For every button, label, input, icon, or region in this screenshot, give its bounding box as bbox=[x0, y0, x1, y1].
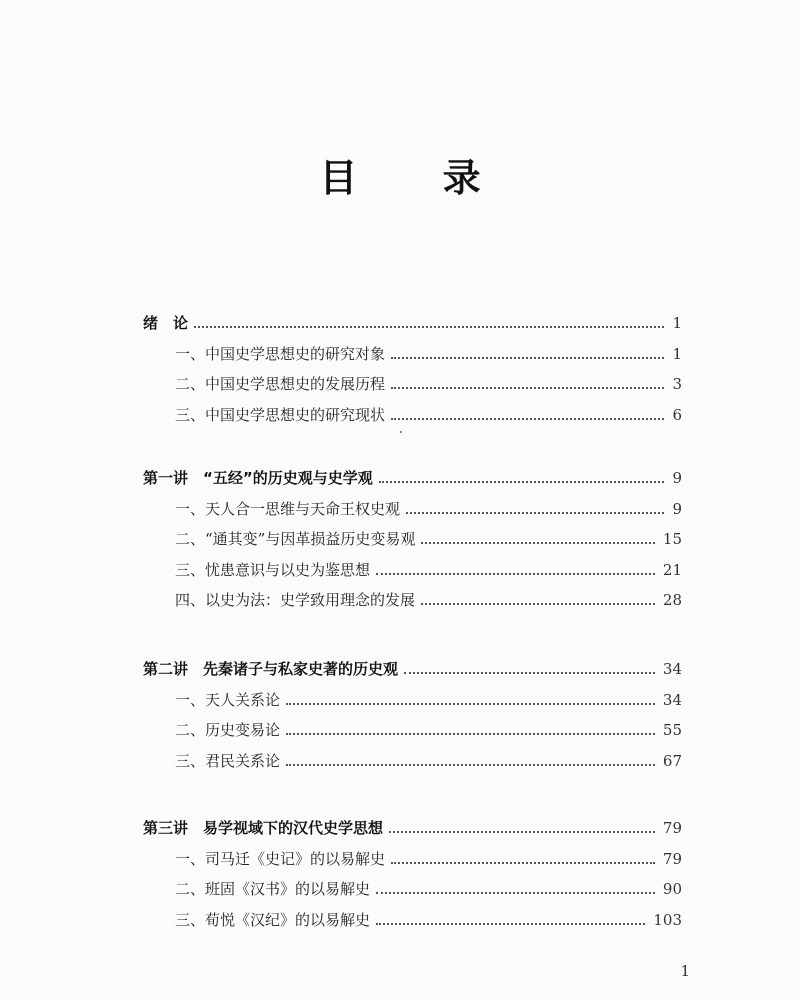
dot-leader bbox=[194, 326, 664, 328]
toc-item-title: 二、班固《汉书》的以易解史 bbox=[175, 880, 371, 898]
toc-item-row[interactable] bbox=[0, 557, 800, 583]
dot-leader bbox=[376, 573, 655, 575]
toc-page-number: 9 bbox=[672, 469, 682, 487]
toc-chapter-row[interactable] bbox=[0, 815, 800, 841]
toc-page-number: 67 bbox=[662, 751, 682, 770]
toc-item-row[interactable] bbox=[0, 748, 800, 774]
toc-item-row[interactable] bbox=[0, 587, 800, 613]
toc-item-row[interactable] bbox=[0, 402, 800, 428]
dot-leader bbox=[286, 703, 655, 705]
toc-item-title: 二、“通其变”与因革损益历史变易观 bbox=[175, 530, 416, 548]
toc-page-number: 1 bbox=[672, 314, 682, 332]
dot-leader bbox=[404, 672, 655, 674]
toc-chapter-row[interactable] bbox=[0, 465, 800, 491]
dot-leader bbox=[391, 387, 664, 389]
toc-item-title: 四、以史为法：史学致用理念的发展 bbox=[175, 591, 416, 609]
dot-leader bbox=[286, 733, 655, 735]
toc-chapter-row[interactable] bbox=[0, 656, 800, 682]
toc-page-number: 9 bbox=[672, 499, 682, 518]
toc-page-number: 28 bbox=[662, 591, 682, 609]
toc-page-number: 55 bbox=[662, 721, 682, 739]
toc-item-title: 三、荀悦《汉纪》的以易解史 bbox=[175, 910, 371, 929]
toc-chapter-title: 绪 论 bbox=[143, 314, 189, 332]
dot-leader bbox=[376, 892, 655, 894]
toc-page-number: 34 bbox=[662, 660, 682, 678]
toc-page-number: 15 bbox=[662, 530, 682, 548]
toc-item-row[interactable] bbox=[0, 341, 800, 367]
dot-leader bbox=[389, 831, 655, 833]
page-title: 目 录 bbox=[319, 156, 517, 200]
toc-item-row[interactable] bbox=[0, 496, 800, 522]
page-number-footer: 1 bbox=[680, 962, 690, 980]
toc-page-number: 103 bbox=[653, 910, 682, 929]
toc-item-row[interactable] bbox=[0, 846, 800, 872]
dot-leader bbox=[391, 862, 655, 864]
toc-item-title: 一、天人合一思维与天命王权史观 bbox=[175, 499, 401, 518]
toc-item-title: 一、中国史学思想史的研究对象 bbox=[175, 344, 386, 363]
toc-page-number: 79 bbox=[662, 819, 682, 837]
toc-page-number: 1 bbox=[672, 344, 682, 363]
dot-leader bbox=[391, 418, 664, 420]
toc-item-title: 三、中国史学思想史的研究现状 bbox=[175, 405, 386, 424]
toc-chapter-title: 第二讲 先秦诸子与私家史著的历史观 bbox=[143, 660, 399, 678]
dot-leader bbox=[376, 923, 645, 925]
dot-leader bbox=[286, 764, 655, 766]
toc-item-title: 二、中国史学思想史的发展历程 bbox=[175, 375, 386, 393]
toc-item-row[interactable] bbox=[0, 907, 800, 933]
toc-item-row[interactable] bbox=[0, 717, 800, 743]
toc-page-number: 90 bbox=[662, 880, 682, 898]
toc-item-row[interactable] bbox=[0, 526, 800, 552]
toc-item-title: 二、历史变易论 bbox=[175, 721, 281, 739]
toc-item-row[interactable] bbox=[0, 876, 800, 902]
toc-item-row[interactable] bbox=[0, 371, 800, 397]
toc-item-row[interactable] bbox=[0, 687, 800, 713]
toc-page-number: 6 bbox=[672, 405, 682, 424]
toc-chapter-title: 第一讲 “五经”的历史观与史学观 bbox=[143, 469, 373, 487]
dot-leader bbox=[406, 512, 664, 514]
toc-item-title: 三、忧患意识与以史为鉴思想 bbox=[175, 560, 371, 579]
toc-item-title: 一、天人关系论 bbox=[175, 690, 281, 709]
toc-page-number: 79 bbox=[662, 849, 682, 868]
toc-page-number: 21 bbox=[662, 560, 682, 579]
toc-item-title: 一、司马迁《史记》的以易解史 bbox=[175, 849, 386, 868]
toc-chapter-title: 第三讲 易学视域下的汉代史学思想 bbox=[143, 819, 384, 837]
dot-leader bbox=[421, 603, 655, 605]
toc-chapter-row[interactable] bbox=[0, 310, 800, 336]
dot-leader bbox=[421, 542, 655, 544]
dot-leader bbox=[379, 481, 664, 483]
print-speck bbox=[400, 431, 402, 433]
toc-page-number: 3 bbox=[672, 375, 682, 393]
dot-leader bbox=[391, 357, 664, 359]
toc-page-number: 34 bbox=[662, 690, 682, 709]
toc-item-title: 三、君民关系论 bbox=[175, 751, 281, 770]
